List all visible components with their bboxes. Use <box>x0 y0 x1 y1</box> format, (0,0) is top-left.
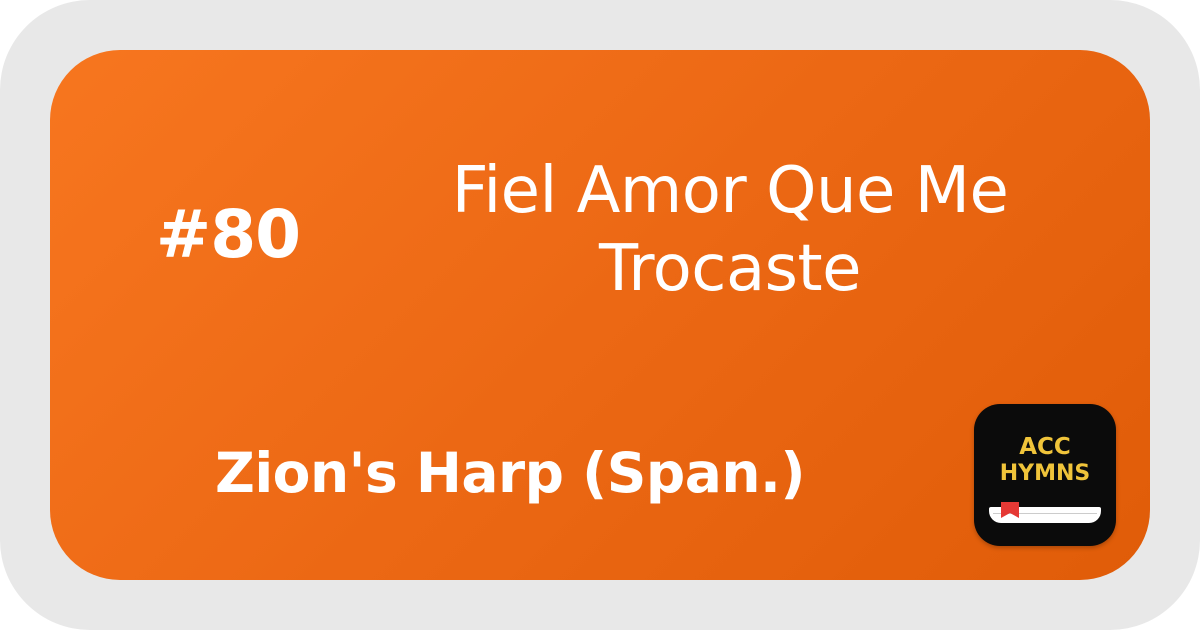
hymnal-name: Zion's Harp (Span.) <box>214 441 806 505</box>
app-logo-line-1: ACC <box>1019 434 1071 460</box>
hymn-title <box>350 152 1110 308</box>
hymn-title-line-2: Trocaste <box>599 232 861 307</box>
bookmark-icon <box>1001 502 1019 518</box>
hymn-card <box>50 50 1150 580</box>
hymn-number: #80 <box>155 196 301 273</box>
app-logo-icon <box>974 404 1116 546</box>
app-logo-line-2: HYMNS <box>999 461 1091 486</box>
hymn-title-line-1: Fiel Amor Que Me <box>451 154 1009 228</box>
